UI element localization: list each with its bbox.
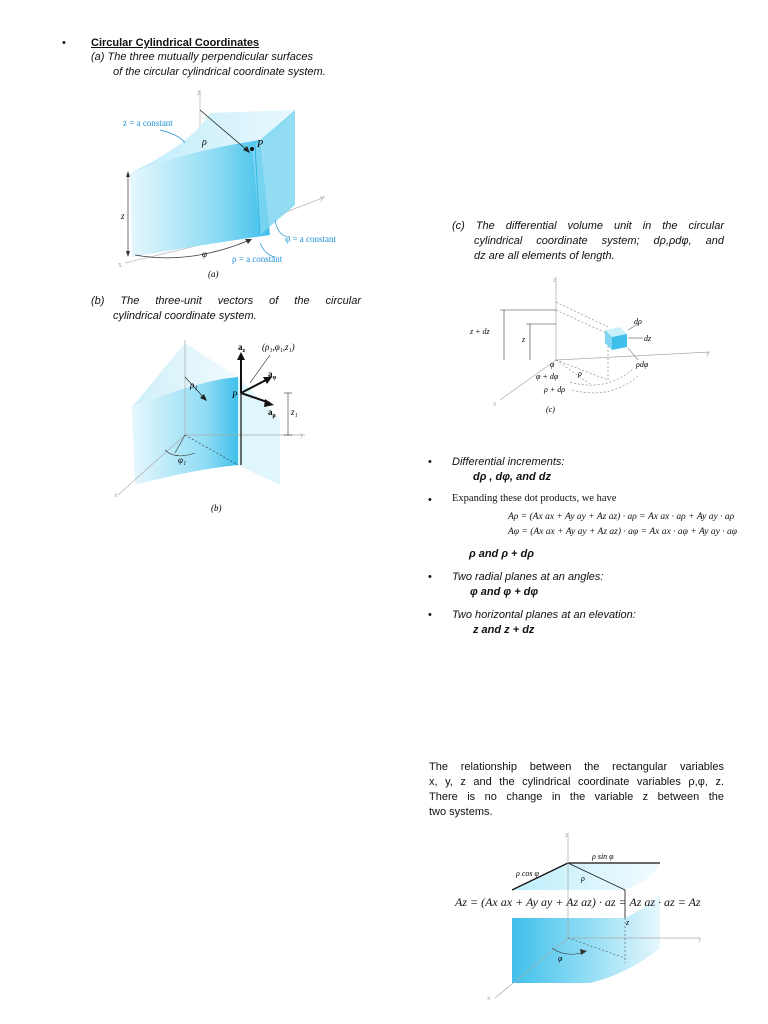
subtitle-b-line2: cylindrical coordinate system.	[113, 310, 257, 322]
note-bullet-4: •	[428, 609, 432, 621]
note-radial-planes-label: Two radial planes at an angles:	[452, 571, 604, 583]
note-diff-increments-value: dρ , dφ, and dz	[473, 471, 551, 483]
fig-b-label-aphi: $a_\varphi$	[268, 369, 277, 381]
fig-c-label-drho: dρ	[634, 317, 642, 326]
fig-c-label-z: z	[522, 335, 526, 344]
fig-c-caption: (c)	[546, 405, 555, 414]
subtitle-c-line2: cylindrical coordinate system; dρ,ρdφ, and	[474, 235, 724, 247]
fig-b-label-p: P	[232, 390, 238, 400]
fig-a-label-z-const: z = a constant	[123, 118, 173, 128]
relationship-line2: x, y, z and the cylindrical coordinate variables ρ,φ, z.	[429, 776, 724, 788]
fig-c-label-rhodphi: ρdφ	[636, 360, 649, 369]
relationship-line4: two systems.	[429, 806, 493, 818]
fig-d-label-phi: φ	[558, 954, 563, 963]
fig-c-axis-x: x	[493, 400, 497, 408]
subtitle-b-line1: (b) The three-unit vectors of the circular	[91, 295, 361, 307]
fig-d-label-rho-sin: ρ sin φ	[592, 852, 614, 861]
note-rho-pair: ρ and ρ + dρ	[469, 548, 534, 560]
fig-c-label-dz: dz	[644, 334, 652, 343]
fig-d-label-z: z	[626, 918, 630, 927]
fig-b-label-point: (ρ₁,φ₁,z₁)	[262, 342, 295, 352]
figure-c-differential-volume	[460, 272, 725, 420]
fig-c-axis-y: y	[706, 350, 710, 358]
fig-c-axis-z: z	[553, 276, 557, 284]
subtitle-a-line2: of the circular cylindrical coordinate system.	[113, 66, 326, 78]
fig-d-axis-x: x	[487, 994, 491, 1002]
note-radial-planes-value: φ and φ + dφ	[470, 586, 539, 598]
subtitle-c-line3: dz are all elements of length.	[474, 250, 615, 262]
subtitle-a-line1: (a) The three mutually perpendicular surfaces	[91, 51, 313, 63]
note-horizontal-planes-value: z and z + dz	[473, 624, 535, 636]
fig-d-label-rho-cos: ρ cos φ	[516, 869, 539, 878]
fig-d-axis-y: y	[698, 935, 702, 943]
note-diff-increments-label: Differential increments:	[452, 456, 565, 468]
figure-a-cylindrical-surfaces	[110, 85, 360, 280]
note-expanding-text: Expanding these dot products, we have	[452, 493, 617, 504]
figure-d-rect-cyl-relationship	[480, 828, 740, 1003]
fig-a-label-phi: φ	[202, 249, 207, 259]
relationship-paragraph	[429, 760, 724, 820]
relationship-line1: The relationship between the rectangular variables	[429, 761, 724, 773]
subtitle-c-line1: (c) The differential volume unit in the circular	[452, 220, 724, 232]
fig-b-label-phi1: φ₁	[178, 455, 187, 465]
note-horizontal-planes-label: Two horizontal planes at an elevation:	[452, 609, 636, 621]
fig-a-label-rho: ρ	[202, 137, 207, 148]
fig-c-label-z-dz: z + dz	[470, 327, 490, 336]
fig-a-label-p: P	[257, 139, 264, 150]
subtitle-c	[452, 219, 724, 264]
fig-a-point-p	[250, 147, 254, 151]
section-title: Circular Cylindrical Coordinates	[91, 37, 260, 49]
fig-b-label-z1: z₁	[291, 407, 298, 417]
fig-a-caption: (a)	[208, 269, 219, 279]
fig-b-axis-x: x	[114, 491, 118, 499]
equation-a-z: Az = (Ax ax + Ay ay + Az az) · az = Az az · az = Az	[455, 895, 701, 909]
fig-d-label-rho: ρ	[581, 874, 585, 883]
fig-a-label-z: z	[121, 211, 125, 221]
relationship-line3: There is no change in the variable z between the	[429, 791, 724, 803]
heading-bullet: •	[62, 37, 66, 49]
fig-a-axis-z: z	[197, 88, 201, 97]
fig-b-axis-y: y	[300, 431, 304, 439]
fig-c-label-rho-drho: ρ + dρ	[544, 385, 566, 394]
fig-b-caption: (b)	[211, 503, 222, 513]
fig-c-label-rho: ρ	[578, 369, 582, 378]
figure-b-unit-vectors	[110, 335, 325, 515]
note-bullet-2: •	[428, 494, 432, 506]
fig-a-label-phi-const: φ = a constant	[285, 234, 337, 244]
fig-b-label-arho: $a_\rho$	[268, 407, 276, 419]
fig-a-label-rho-const: ρ = a constant	[232, 254, 283, 264]
subtitle-b	[91, 294, 361, 324]
fig-b-label-az: $a_z$	[238, 342, 246, 354]
fig-a-axis-y: y	[320, 193, 324, 202]
note-bullet-3: •	[428, 571, 432, 583]
equation-a-phi: Aφ = (Ax ax + Ay ay + Az az) · aφ = Ax ax · aφ + Ay ay · aφ	[508, 527, 737, 537]
fig-d-axis-z: z	[565, 831, 569, 839]
fig-a-axis-x: x	[118, 260, 122, 269]
fig-c-label-phi-dphi: φ + dφ	[536, 372, 559, 381]
fig-b-label-rho1: ρ₁	[190, 380, 198, 390]
equation-a-rho: Aρ = (Ax ax + Ay ay + Az az) · aρ = Ax ax · aρ + Ay ay · aρ	[508, 512, 735, 522]
fig-c-label-phi: φ	[550, 360, 555, 369]
note-bullet-1: •	[428, 456, 432, 468]
